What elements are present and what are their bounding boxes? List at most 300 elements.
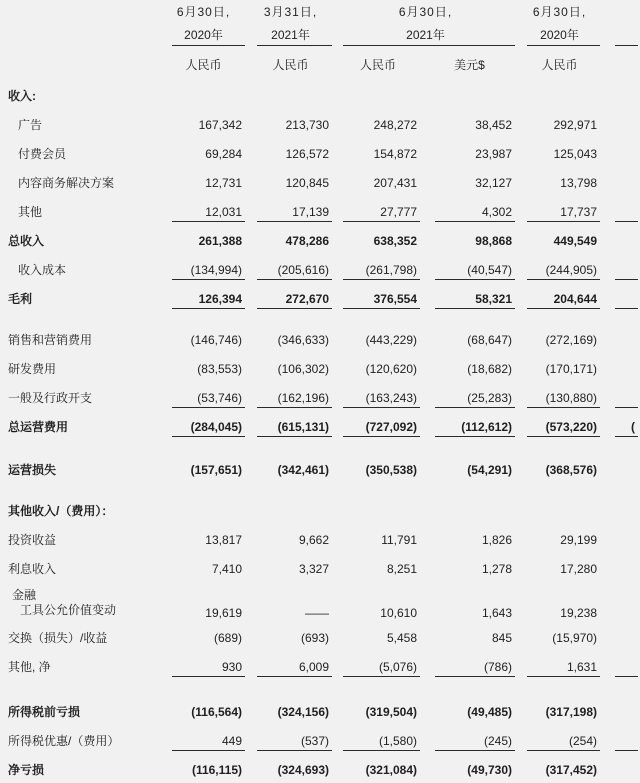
row-label (0, 531, 160, 548)
table-row (0, 755, 640, 783)
cell-value: 248,272 (373, 117, 417, 132)
table-row (0, 496, 640, 525)
row-label-line1: 研发费用 (8, 362, 57, 376)
value-cell-col1 (160, 197, 247, 226)
cell-value: (317,452) (545, 762, 597, 777)
cell-value: (157,651) (190, 462, 242, 477)
value-cell-col6-cutoff (602, 496, 640, 525)
value-cell-col1 (160, 697, 247, 726)
cell-value: —— (305, 605, 329, 620)
header-year-col6-cutoff (602, 22, 640, 47)
header-currency-col1: 人民币 (185, 57, 222, 72)
cell-value: 19,619 (205, 605, 242, 620)
value-cell-col5 (517, 455, 602, 484)
value-cell-col1 (160, 525, 247, 554)
value-cell-col1 (160, 496, 247, 525)
value-cell-col1 (160, 652, 247, 681)
value-cell-col4 (422, 325, 517, 354)
value-cell-col4 (422, 623, 517, 652)
value-cell-col6-cutoff (602, 412, 640, 441)
cell-value: (261,798) (365, 262, 417, 277)
value-cell-col2 (247, 697, 334, 726)
cell-value: (324,693) (277, 762, 329, 777)
value-cell-col2 (247, 726, 334, 755)
cell-value: (146,746) (190, 332, 242, 347)
row-label-line1: 其他 (18, 205, 43, 219)
value-cell-col1 (160, 110, 247, 139)
value-cell-col5 (517, 755, 602, 783)
row-label (0, 502, 160, 519)
value-cell-col4 (422, 139, 517, 168)
cell-value: (317,198) (545, 704, 597, 719)
value-cell-col5 (517, 255, 602, 284)
row-label-line1: 利息收入 (8, 562, 57, 576)
table-row (0, 168, 640, 197)
value-cell-col6-cutoff (602, 139, 640, 168)
cell-value: (727,092) (365, 419, 417, 434)
value-cell-col2 (247, 139, 334, 168)
table-row (0, 325, 640, 354)
row-label (0, 588, 160, 618)
cell-value: (53,746) (197, 390, 242, 405)
value-cell-col2 (247, 226, 334, 255)
value-cell-col2 (247, 755, 334, 783)
row-label (0, 389, 160, 406)
row-label (0, 418, 160, 435)
table-body (0, 81, 640, 783)
row-label (0, 703, 160, 720)
value-cell-col3 (334, 726, 422, 755)
value-cell-col4 (422, 110, 517, 139)
value-cell-col4 (422, 226, 517, 255)
value-cell-col5 (517, 623, 602, 652)
row-label-line1: 交换（损失）/收益 (8, 631, 108, 645)
cell-value: (120,620) (365, 361, 417, 376)
value-cell-col2 (247, 110, 334, 139)
value-cell-col2 (247, 354, 334, 383)
cell-value: (254) (568, 733, 597, 748)
cell-value: 17,737 (560, 204, 597, 219)
value-cell-col2 (247, 412, 334, 441)
cell-value: (5,076) (378, 659, 417, 674)
value-cell-col4 (422, 496, 517, 525)
value-cell-col3 (334, 81, 422, 110)
cell-value: 13,798 (560, 175, 597, 190)
value-cell-col5 (517, 325, 602, 354)
value-cell-col2 (247, 580, 334, 627)
value-cell-col1 (160, 255, 247, 284)
cell-value: 29,199 (560, 532, 597, 547)
cell-value: (324,156) (277, 704, 329, 719)
cell-value: (40,547) (467, 262, 512, 277)
value-cell-col6-cutoff (602, 354, 640, 383)
value-cell-col2 (247, 168, 334, 197)
cell-value: 167,342 (198, 117, 242, 132)
cell-value: (1,580) (378, 733, 417, 748)
cell-value: 125,043 (553, 146, 597, 161)
value-cell-col6-cutoff (602, 226, 640, 255)
header-currency-col6-cutoff (602, 47, 640, 81)
value-cell-col2 (247, 455, 334, 484)
value-cell-col1 (160, 81, 247, 110)
cell-value: 1,643 (481, 605, 512, 620)
value-cell-col4 (422, 525, 517, 554)
cell-value: 449,549 (553, 233, 597, 248)
cell-value: 930 (221, 659, 242, 674)
cell-value: (245) (483, 733, 512, 748)
cell-value: (272,169) (545, 332, 597, 347)
value-cell-col2 (247, 623, 334, 652)
header-date-col6-cutoff (602, 0, 640, 22)
value-cell-col4 (422, 255, 517, 284)
value-cell-col1 (160, 726, 247, 755)
header-year-col1: 2020年 (160, 22, 247, 47)
cell-value: 13,817 (205, 532, 242, 547)
header-date-col3-4: 6月30日, (398, 4, 453, 19)
value-cell-col6-cutoff (602, 168, 640, 197)
cell-value: 12,031 (205, 204, 242, 219)
cell-value: 1,826 (481, 532, 512, 547)
cell-value: 11,791 (381, 532, 417, 547)
value-cell-col3 (334, 580, 422, 627)
value-cell-col4 (422, 354, 517, 383)
cell-value: 376,554 (373, 291, 417, 306)
value-cell-col6-cutoff (602, 455, 640, 484)
header-year-row (0, 22, 640, 47)
table-row (0, 197, 640, 226)
value-cell-col6-cutoff (602, 284, 640, 313)
cell-value: (18,682) (467, 361, 512, 376)
row-label (0, 174, 160, 191)
header-currency-row (0, 47, 640, 81)
value-cell-col2 (247, 255, 334, 284)
table-row (0, 354, 640, 383)
value-cell-col6-cutoff (602, 525, 640, 554)
value-cell-col6-cutoff (602, 383, 640, 412)
cell-value: (116,115) (191, 762, 242, 777)
value-cell-col4 (422, 412, 517, 441)
row-label-line1: 净亏损 (8, 763, 45, 777)
table-row (0, 81, 640, 110)
value-cell-col4 (422, 81, 517, 110)
header-year-col3-4: 2021年 (334, 22, 517, 47)
row-label (0, 261, 160, 278)
row-label (0, 203, 160, 220)
value-cell-col3 (334, 354, 422, 383)
table-row (0, 412, 640, 441)
value-cell-col6-cutoff (602, 652, 640, 681)
value-cell-col4 (422, 383, 517, 412)
cell-value: 10,610 (380, 605, 417, 620)
value-cell-col5 (517, 412, 602, 441)
table-row (0, 226, 640, 255)
row-label (0, 116, 160, 133)
value-cell-col6-cutoff (602, 697, 640, 726)
header-year-col5: 2020年 (517, 22, 602, 47)
cell-value: 17,139 (292, 204, 329, 219)
value-cell-col3 (334, 255, 422, 284)
value-cell-col5 (517, 496, 602, 525)
cell-value: (68,647) (467, 332, 512, 347)
table-row (0, 583, 640, 623)
value-cell-col1 (160, 383, 247, 412)
row-label-line1: 金融 (12, 588, 37, 602)
value-cell-col3 (334, 652, 422, 681)
row-label-line1: 付费会员 (18, 147, 67, 161)
header-currency-col4: 美元$ (454, 57, 485, 72)
row-label-line2: 工具公允价值变动 (20, 603, 117, 617)
value-cell-col5 (517, 284, 602, 313)
value-cell-col2 (247, 496, 334, 525)
value-cell-col6-cutoff (602, 197, 640, 226)
row-label (0, 331, 160, 348)
cell-value: 213,730 (285, 117, 329, 132)
value-cell-col5 (517, 354, 602, 383)
value-cell-col3 (334, 623, 422, 652)
row-label (0, 232, 160, 249)
cell-value: 120,845 (285, 175, 329, 190)
value-cell-col1 (160, 755, 247, 783)
cell-value: (162,196) (277, 390, 329, 405)
value-cell-col3 (334, 525, 422, 554)
cell-value: 154,872 (373, 146, 417, 161)
row-label-line1: 内容商务解决方案 (18, 176, 115, 190)
row-label (0, 658, 160, 675)
row-label-line1: 其他, 净 (8, 660, 51, 674)
cell-value: 5,458 (386, 630, 417, 645)
value-cell-col5 (517, 383, 602, 412)
table-row (0, 525, 640, 554)
value-cell-col1 (160, 226, 247, 255)
value-cell-col3 (334, 197, 422, 226)
value-cell-col1 (160, 455, 247, 484)
cell-value: 12,731 (205, 175, 242, 190)
value-cell-col5 (517, 726, 602, 755)
row-label-line1: 总运营费用 (8, 420, 69, 434)
cell-value: (537) (300, 733, 329, 748)
cell-value: 845 (491, 630, 512, 645)
value-cell-col5 (517, 697, 602, 726)
cell-value: 126,572 (285, 146, 329, 161)
header-date-col2: 3月31日, (263, 4, 318, 19)
value-cell-col3 (334, 284, 422, 313)
value-cell-col4 (422, 284, 517, 313)
cell-value: 449 (221, 733, 242, 748)
value-cell-col2 (247, 81, 334, 110)
value-cell-col3 (334, 226, 422, 255)
table-row (0, 623, 640, 652)
cell-value: 4,302 (481, 204, 512, 219)
row-label-line1: 收入成本 (18, 263, 67, 277)
value-cell-col5 (517, 168, 602, 197)
value-cell-col1 (160, 139, 247, 168)
cell-value: 7,410 (211, 561, 242, 576)
value-cell-col3 (334, 325, 422, 354)
value-cell-col4 (422, 168, 517, 197)
cell-value: ( (631, 419, 635, 434)
cell-value: (244,905) (545, 262, 597, 277)
cell-value: 292,971 (553, 117, 597, 132)
cell-value: (573,220) (545, 419, 597, 434)
row-label-line1: 运营损失 (8, 463, 57, 477)
cell-value: (350,538) (365, 462, 417, 477)
row-label-line1: 投资收益 (8, 533, 57, 547)
cell-value: 98,868 (475, 233, 512, 248)
table-row (0, 726, 640, 755)
value-cell-col1 (160, 284, 247, 313)
cell-value: 204,644 (553, 291, 597, 306)
cell-value: (319,504) (365, 704, 417, 719)
value-cell-col2 (247, 525, 334, 554)
cell-value: (205,616) (277, 262, 329, 277)
table-row (0, 652, 640, 681)
value-cell-col3 (334, 755, 422, 783)
row-label-line1: 毛利 (8, 292, 33, 306)
cell-value: 6,009 (298, 659, 329, 674)
table-row (0, 110, 640, 139)
value-cell-col3 (334, 110, 422, 139)
cell-value: 261,388 (198, 233, 242, 248)
value-cell-col1 (160, 325, 247, 354)
cell-value: (368,576) (545, 462, 597, 477)
cell-value: (163,243) (365, 390, 417, 405)
value-cell-col5 (517, 139, 602, 168)
row-label-line1: 总收入 (8, 234, 45, 248)
value-cell-col4 (422, 580, 517, 627)
value-cell-col6-cutoff (602, 255, 640, 284)
cell-value: 9,662 (298, 532, 329, 547)
value-cell-col4 (422, 726, 517, 755)
cell-value: 638,352 (373, 233, 417, 248)
cell-value: 8,251 (386, 561, 417, 576)
row-label (0, 87, 160, 104)
value-cell-col1 (160, 580, 247, 627)
cell-value: 32,127 (475, 175, 512, 190)
cell-value: (170,171) (545, 361, 597, 376)
value-cell-col5 (517, 652, 602, 681)
cell-value: 1,278 (481, 561, 512, 576)
cell-value: (693) (300, 630, 329, 645)
cell-value: 23,987 (475, 146, 512, 161)
row-label-line1: 销售和营销费用 (8, 333, 93, 347)
cell-value: (15,970) (552, 630, 597, 645)
value-cell-col2 (247, 383, 334, 412)
cell-value: (346,633) (277, 332, 329, 347)
cell-value: (112,612) (461, 419, 512, 434)
value-cell-col4 (422, 652, 517, 681)
cell-value: (342,461) (277, 462, 329, 477)
value-cell-col3 (334, 496, 422, 525)
row-label (0, 732, 160, 749)
value-cell-col5 (517, 226, 602, 255)
value-cell-col3 (334, 383, 422, 412)
row-label (0, 560, 160, 577)
cell-value: (443,229) (365, 332, 417, 347)
cell-value: (786) (483, 659, 512, 674)
value-cell-col4 (422, 197, 517, 226)
value-cell-col5 (517, 110, 602, 139)
header-date-col5: 6月30日, (532, 4, 587, 19)
row-label (0, 461, 160, 478)
table-row (0, 139, 640, 168)
cell-value: 58,321 (475, 291, 512, 306)
cell-value: 27,777 (380, 204, 417, 219)
value-cell-col2 (247, 284, 334, 313)
value-cell-col3 (334, 412, 422, 441)
table-row (0, 697, 640, 726)
table-row (0, 455, 640, 484)
header-currency-col3: 人民币 (359, 57, 396, 72)
cell-value: 3,327 (298, 561, 329, 576)
value-cell-col1 (160, 168, 247, 197)
value-cell-col6-cutoff (602, 325, 640, 354)
row-label-line1: 其他收入/（费用）： (8, 504, 114, 518)
value-cell-col4 (422, 455, 517, 484)
value-cell-col6-cutoff (602, 580, 640, 627)
cell-value: (54,291) (467, 462, 512, 477)
cell-value: 207,431 (373, 175, 417, 190)
row-label-line1: 所得税前亏损 (8, 705, 81, 719)
header-year-col2: 2021年 (247, 22, 334, 47)
cell-value: (321,084) (365, 762, 417, 777)
value-cell-col6-cutoff (602, 726, 640, 755)
value-cell-col2 (247, 652, 334, 681)
cell-value: (284,045) (190, 419, 242, 434)
cell-value: 126,394 (198, 291, 242, 306)
value-cell-col5 (517, 580, 602, 627)
value-cell-col3 (334, 697, 422, 726)
cell-value: (25,283) (467, 390, 512, 405)
cell-value: (134,994) (190, 262, 242, 277)
row-label-line1: 一般及行政开支 (8, 391, 93, 405)
table-row (0, 284, 640, 313)
cell-value: (83,553) (197, 361, 242, 376)
value-cell-col5 (517, 81, 602, 110)
row-label-line1: 收入: (8, 89, 36, 103)
value-cell-col1 (160, 412, 247, 441)
value-cell-col3 (334, 139, 422, 168)
cell-value: 478,286 (285, 233, 329, 248)
value-cell-col3 (334, 168, 422, 197)
header-currency-col2: 人民币 (272, 57, 309, 72)
row-label-line1: 广告 (18, 118, 43, 132)
value-cell-col5 (517, 525, 602, 554)
table-row (0, 383, 640, 412)
header-currency-col5: 人民币 (541, 57, 578, 72)
table-row (0, 255, 640, 284)
cell-value: (49,730) (467, 762, 512, 777)
value-cell-col6-cutoff (602, 110, 640, 139)
cell-value: (689) (213, 630, 242, 645)
value-cell-col6-cutoff (602, 81, 640, 110)
value-cell-col4 (422, 697, 517, 726)
row-label (0, 290, 160, 307)
cell-value: (49,485) (467, 704, 512, 719)
value-cell-col6-cutoff (602, 623, 640, 652)
cell-value: (130,880) (545, 390, 597, 405)
cell-value: 272,670 (285, 291, 329, 306)
cell-value: 17,280 (560, 561, 597, 576)
row-label (0, 629, 160, 646)
cell-value: 1,631 (566, 659, 597, 674)
cell-value: 69,284 (205, 146, 242, 161)
value-cell-col2 (247, 325, 334, 354)
value-cell-col5 (517, 197, 602, 226)
cell-value: 19,238 (560, 605, 597, 620)
value-cell-col3 (334, 455, 422, 484)
cell-value: 38,452 (475, 117, 512, 132)
header-date-row (0, 0, 640, 22)
